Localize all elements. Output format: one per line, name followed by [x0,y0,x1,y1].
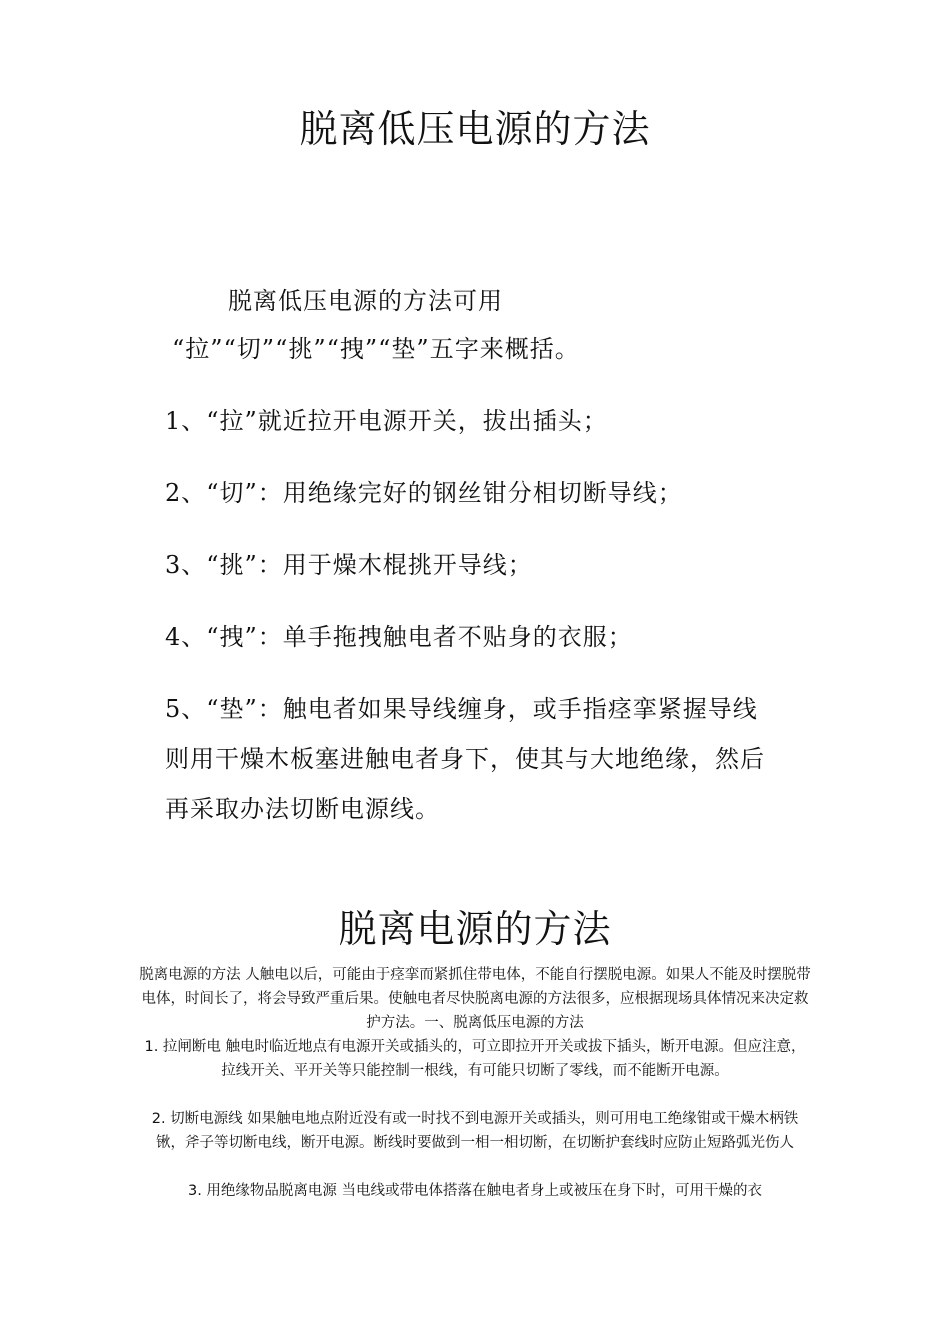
list-item-5-line-1: 5、“垫”：触电者如果导线缠身，或手指痉挛紧握导线 [165,695,758,723]
paragraph-3 [138,1179,812,1203]
paragraph-3-text: 用绝缘物品脱离电源 当电线或带电体搭落在触电者身上或被压在身下时，可用干燥的衣 [201,1183,763,1199]
list-item-5-line-2: 则用干燥木板塞进触电者身下，使其与大地绝缘，然后 [165,745,765,773]
paragraph-intro-text: 脱离电源的方法 人触电以后，可能由于痉挛而紧抓住带电体，不能自行摆脱电源。如果人不能及时摆脱带电体，时间长了，将会导致严重后果。使触电者尽快脱离电源的方法很多，应根据现场具体情况来决定救护方法。一、脱离低压电源的方法 [139,967,811,1031]
document-title: 脱离低压电源的方法 [299,107,651,151]
list-item-3: 3、“挑”：用于燥木棍挑开导线； [165,551,533,579]
paragraph-intro [138,963,812,1035]
paragraph-2-text: 切断电源线 如果触电地点附近没有或一时找不到电源开关或插头，则可用电工绝缘钳或干燥木柄铁锹，斧子等切断电线，断开电源。断线时要做到一相一相切断，在切断护套线时应防止短路弧光伤人 [156,1111,799,1151]
list-item-1: 1、“拉”就近拉开电源开关，拔出插头； [165,407,608,435]
intro-line-1: 脱离低压电源的方法可用 [228,287,503,315]
section-title: 脱离电源的方法 [338,907,612,951]
paragraph-1 [138,1035,812,1083]
paragraph-2 [138,1107,812,1155]
paragraph-2-number: 2. [151,1111,166,1127]
paragraph-3-number: 3. [187,1183,202,1199]
list-item-5-line-3: 再采取办法切断电源线。 [165,795,440,823]
intro-line-2: “拉”“切”“挑”“拽”“垫”五字来概括。 [172,335,580,363]
list-item-2: 2、“切”：用绝缘完好的钢丝钳分相切断导线； [165,479,683,507]
paragraph-1-text: 拉闸断电 触电时临近地点有电源开关或插头的，可立即拉开开关或拔下插头，断开电源。但应注意，拉线开关、平开关等只能控制一根线，有可能只切断了零线，而不能断开电源。 [158,1039,806,1079]
paragraph-1-number: 1. [144,1039,159,1055]
list-item-4: 4、“拽”：单手拖拽触电者不贴身的衣服； [165,623,633,651]
